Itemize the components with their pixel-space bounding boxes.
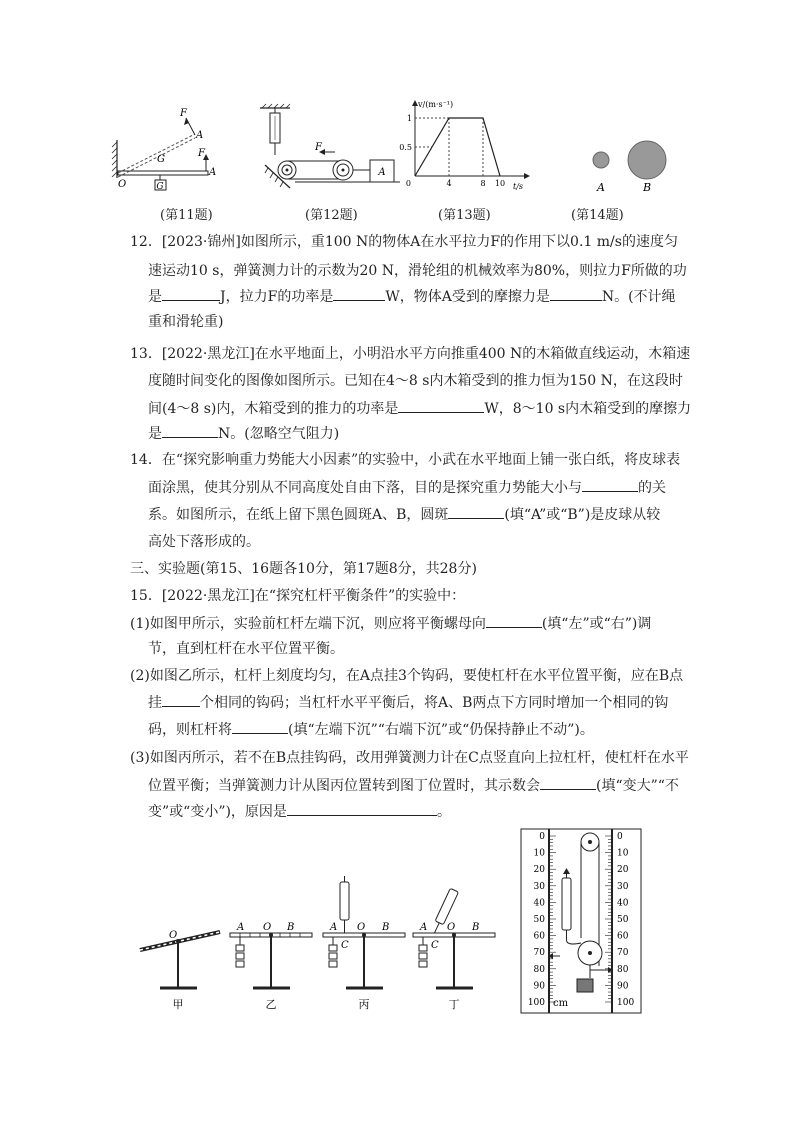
q13-line4 <box>148 420 339 449</box>
ruler-left-label: 40 <box>533 898 545 909</box>
chart-ytick-label: 1 <box>406 114 412 123</box>
caption-11: (第11题) <box>160 208 213 223</box>
ding-label-A: A <box>420 922 428 933</box>
lever-yi <box>230 922 312 1011</box>
q13-line1: 13．[2022·黑龙江]在水平地面上，小明沿水平方向推重400 N的木箱做直线运动，木箱速 <box>130 346 691 362</box>
ding-label-B: B <box>472 922 480 933</box>
q12-text: N。(不计绳 <box>601 289 676 305</box>
f12-label-A: A <box>378 167 386 178</box>
q15-s2-line1: (2)如图乙所示，杠杆上刻度均匀，在A点挂3个钩码，要使杠杆在水平位置平衡，应在B点 <box>130 668 684 684</box>
answer-blank[interactable] <box>232 719 288 734</box>
chart-ytick-label: 0 <box>405 179 411 188</box>
ruler-left-label: 10 <box>533 848 545 859</box>
q12-line2: 速运动10 s，弹簧测力计的示数为20 N，滑轮组的机械效率为80%，则拉力F所做的功 <box>148 263 687 279</box>
answer-blank[interactable] <box>287 801 437 816</box>
lever-ding <box>413 888 495 1011</box>
caption-14: (第14题) <box>571 208 624 223</box>
ruler-right-label: 10 <box>617 848 629 859</box>
q15-head: 15．[2022·黑龙江]在“探究杠杆平衡条件”的实验中： <box>130 588 466 604</box>
q15-text: 码，则杠杆将 <box>148 722 232 738</box>
q15-s2-line2 <box>148 689 668 718</box>
q12-text: W，物体A受到的摩擦力是 <box>385 289 550 305</box>
lever-figures <box>135 870 505 1015</box>
jia-caption: 甲 <box>172 998 184 1011</box>
answer-blank[interactable] <box>448 504 504 519</box>
ruler-left-label: 100 <box>527 998 545 1008</box>
lever-jia <box>140 930 220 1011</box>
q15-text: (填“左端下沉”“右端下沉”或“仍保持静止不动”)。 <box>288 722 594 738</box>
chart-xtick-label: 10 <box>494 179 506 188</box>
f11-label-A-lower: A <box>209 167 217 178</box>
ding-caption: 丁 <box>448 998 460 1011</box>
question-12 <box>130 228 678 257</box>
lever-bing <box>323 876 405 1011</box>
q15-text: (填“左”或“右”)调 <box>541 616 652 632</box>
chart-ylabel: v/(m·s⁻¹) <box>418 100 454 109</box>
bing-label-O: O <box>357 922 366 933</box>
yi-label-B: B <box>287 922 295 933</box>
f11-label-F-upper: F <box>180 108 187 119</box>
ruler-right-label: 70 <box>617 948 629 959</box>
ruler-right-label: 50 <box>617 915 629 925</box>
ruler-left-label: 80 <box>533 964 545 975</box>
ruler-right-label: 30 <box>617 881 629 892</box>
chart-xtick-label: 4 <box>446 179 452 188</box>
ruler-right-label: 60 <box>617 931 629 942</box>
answer-blank[interactable] <box>582 477 638 492</box>
q12-line4: 重和滑轮重) <box>148 314 224 330</box>
q15-s3-line2 <box>148 772 679 801</box>
bing-label-C: C <box>341 940 349 951</box>
ruler-left-label: 20 <box>533 865 545 876</box>
q14-line3 <box>148 501 660 530</box>
ruler-pulley-figure <box>520 828 642 1014</box>
ruler-left-label: 70 <box>533 948 545 959</box>
caption-12: (第12题) <box>305 208 358 223</box>
ruler-right-label: 20 <box>617 865 629 876</box>
q15-s3-line1: (3)如图丙所示，若不在B点挂钩码，改用弹簧测力计在C点竖直向上拉杠杆，使杠杆在水平 <box>130 750 689 766</box>
answer-blank[interactable] <box>162 423 218 438</box>
yi-label-O: O <box>263 922 272 933</box>
f14-label-A: A <box>597 181 605 194</box>
section-3-heading: 三、实验题(第15、16题各10分，第17题8分，共28分) <box>130 561 477 577</box>
q15-text: (1)如图甲所示，实验前杠杆左端下沉，则应将平衡螺母向 <box>130 616 486 632</box>
ruler-left-label: 0 <box>539 832 545 842</box>
q14-line2 <box>148 474 666 503</box>
q13-text: 间(4～8 s)内，木箱受到的推力的功率是 <box>148 401 399 417</box>
q15-text: 挂 <box>148 695 162 711</box>
q15-text: 变”或“变小”)，原因是 <box>148 804 287 820</box>
f12-label-F: F <box>315 142 322 153</box>
ruler-left-label: 90 <box>533 981 545 992</box>
ruler-right-label: 40 <box>617 898 629 909</box>
figure-13-chart <box>393 96 533 196</box>
jia-label-O: O <box>169 930 178 941</box>
figure-12 <box>255 100 405 190</box>
ruler-right-label: 80 <box>617 964 629 975</box>
ruler-right-label: 90 <box>617 981 629 992</box>
answer-blank[interactable] <box>550 286 602 301</box>
ruler-right-label: 0 <box>617 832 623 842</box>
bing-label-A: A <box>330 922 338 933</box>
figure-11 <box>100 100 230 200</box>
q13-text: N。(忽略空气阻力) <box>218 426 340 442</box>
q13-text: W，8～10 s内木箱受到的摩擦力 <box>484 401 692 417</box>
answer-blank[interactable] <box>540 775 596 790</box>
ding-label-O: O <box>447 922 456 933</box>
q12-line3 <box>148 283 676 312</box>
yi-caption: 乙 <box>265 998 277 1011</box>
q15-s3-line3 <box>148 798 451 827</box>
bing-caption: 丙 <box>358 998 370 1011</box>
answer-blank[interactable] <box>162 692 200 707</box>
bing-label-B: B <box>382 922 390 933</box>
answer-blank[interactable] <box>398 398 484 413</box>
ruler-right-label: 100 <box>617 998 635 1008</box>
ding-label-C: C <box>431 940 439 951</box>
q12-text: 是 <box>148 289 162 305</box>
f11-label-G-box: G <box>156 182 164 192</box>
ruler-left-label: 50 <box>533 915 545 925</box>
figure-14 <box>585 136 675 196</box>
q12-text: J，拉力F的功率是 <box>220 289 334 305</box>
f14-label-B: B <box>642 181 652 194</box>
ruler-left-label: 30 <box>533 881 545 892</box>
q13-text: 是 <box>148 426 162 442</box>
q15-text: 。 <box>436 804 451 820</box>
q15-text: (填“变大”“不 <box>596 778 679 794</box>
answer-blank[interactable] <box>486 613 542 628</box>
f11-label-F-lower: F <box>198 148 205 159</box>
q14-line1: 14．在“探究影响重力势能大小因素”的实验中，小武在水平地面上铺一张白纸，将皮球表 <box>130 452 681 468</box>
answer-blank[interactable] <box>333 286 385 301</box>
chart-xtick-label: 8 <box>480 179 486 188</box>
chart-ytick-label: 0.5 <box>399 143 412 152</box>
q15-text: 位置平衡；当弹簧测力计从图丙位置转到图丁位置时，其示数会 <box>148 778 540 794</box>
q14-text: 的关 <box>638 480 666 496</box>
f11-label-G-dashed: G <box>157 154 165 165</box>
q15-s1-line2: 节，直到杠杆在水平位置平衡。 <box>148 641 344 657</box>
q14-line4: 高处下落形成的。 <box>148 534 260 550</box>
ruler-left-label: 60 <box>533 931 545 942</box>
q14-text: 系。如图所示，在纸上留下黑色圆斑A、B，圆斑 <box>148 507 449 523</box>
q15-s2-line3 <box>148 716 594 745</box>
q15-text: 个相同的钩码；当杠杆水平平衡后，将A、B两点下方同时增加一个相同的钩 <box>200 695 669 711</box>
caption-13: (第13题) <box>438 208 491 223</box>
answer-blank[interactable] <box>162 286 220 301</box>
q12-line1: 12．[2023·锦州]如图所示，重100 N的物体A在水平拉力F的作用下以0.1 m/s的速度匀 <box>130 234 678 250</box>
yi-label-A: A <box>237 922 245 933</box>
q14-text: (填“A”或“B”)是皮球从较 <box>504 507 661 523</box>
f11-label-O: O <box>118 179 127 190</box>
f11-label-A-upper: A <box>196 130 204 141</box>
chart-xlabel: t/s <box>513 182 524 191</box>
q14-text: 面涂黑，使其分别从不同高度处自由下落，目的是探究重力势能大小与 <box>148 480 582 496</box>
q13-line2: 度随时间变化的图像如图所示。已知在4～8 s内木箱受到的推力恒为150 N，在这段时 <box>148 373 683 389</box>
ruler-unit: cm <box>553 998 569 1009</box>
